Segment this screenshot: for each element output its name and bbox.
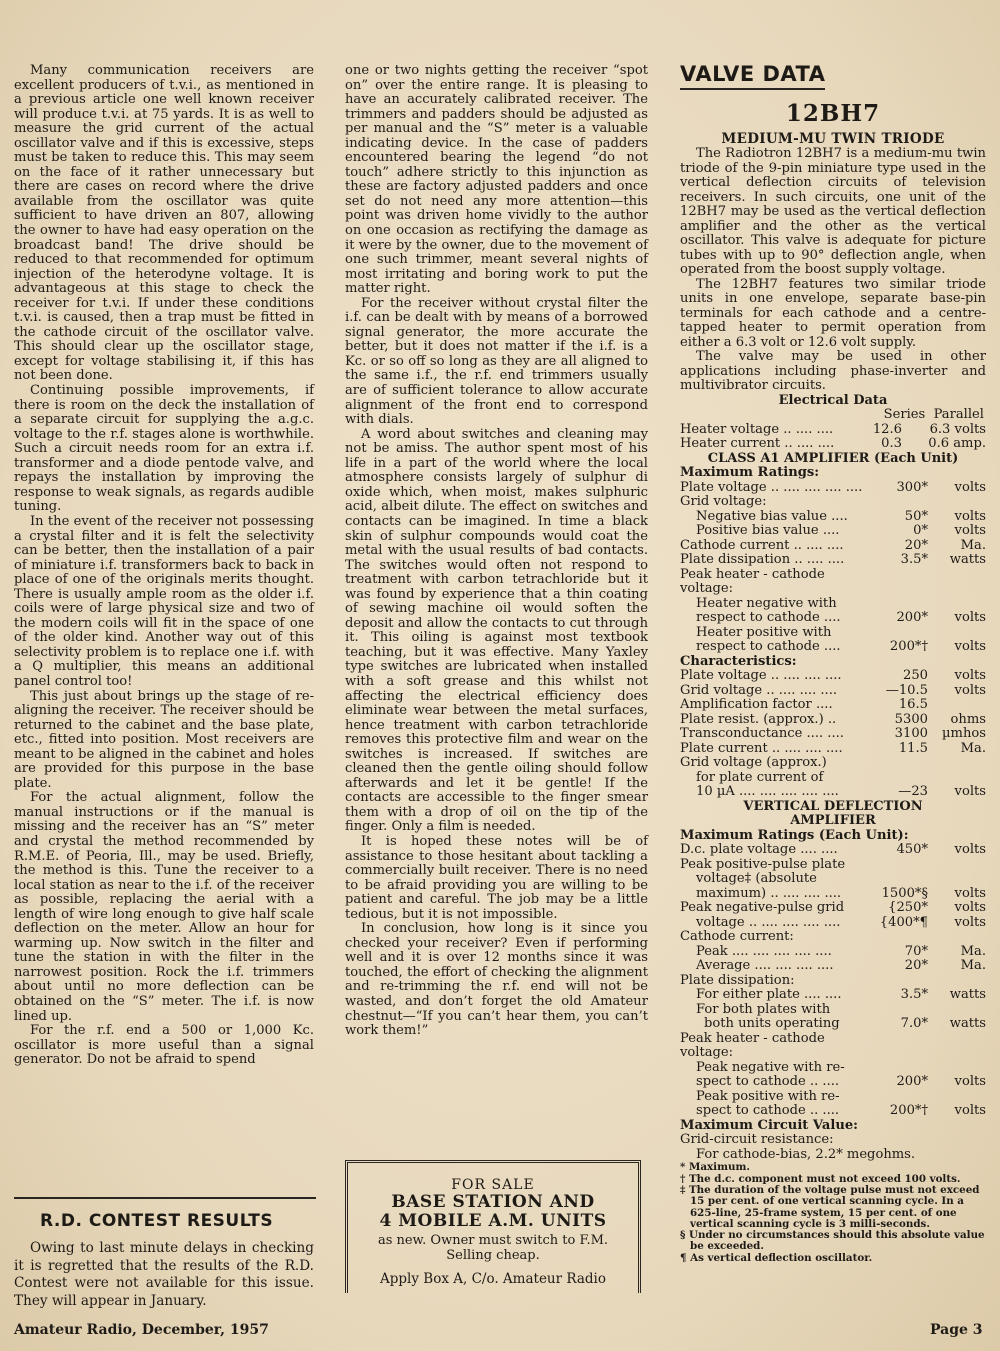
a1-max-ratings-table [680,481,986,655]
spec-value: 300* [896,479,928,495]
spec-label: 10 µA .... .... .... .... .... [696,784,839,800]
section-divider [14,1197,316,1199]
spec-unit [928,568,986,583]
column-2 [345,64,648,1039]
amplifier-heading: AMPLIFIER [790,813,876,829]
spec-row [680,1017,986,1032]
spec-label: Plate dissipation: [680,972,795,988]
spec-row [680,727,986,742]
spec-row [680,959,986,974]
spec-value: 3.5* [900,552,928,568]
spec-row [680,945,986,960]
spec-label: for plate current of [696,769,824,785]
spec-label: Peak negative-pulse grid [680,900,845,916]
spec-label: Peak .... .... .... .... .... [696,943,832,959]
footnote: * Maximum. [680,1161,750,1174]
spec-label: Transconductance .... .... [680,726,844,742]
spec-unit: Ma. [960,943,986,959]
spec-label: Negative bias value .... [696,508,848,524]
vertical-deflection-heading: VERTICAL DEFLECTION [743,798,923,814]
spec-row [680,669,986,684]
spec-unit [928,930,986,945]
spec-row [680,1148,986,1163]
spec-label: Plate current .. .... .... .... [680,740,843,756]
paragraph: This just about brings up the stage of re-aligning the receiver. The receiver should be returned to the cabinet and the base plate, etc., fitted into position. Most receivers are meant to be aligned in the cabinet and holes are provided for this purpose in the base plate. [14,688,314,791]
characteristics-table [680,669,986,800]
heater-series-value: 0.3 [881,436,902,452]
spec-value [876,1032,928,1047]
valve-data-heading: VALVE DATA [680,62,825,90]
spec-label: Heater positive with [696,624,832,640]
heater-parallel-value: 6.3 volts [929,421,986,437]
footnote: ‡ The duration of the voltage pulse must not exceed 15 per cent. of one vertical scanning cycle. In a 625-line, 25-frame system, 15 per cent. of one vertical scanning cycle is 3 milli-seconds. [680,1183,980,1230]
spec-unit: volts [954,479,986,495]
spec-unit: volts [954,1103,986,1119]
heater-parallel-value: 0.6 amp. [928,436,986,452]
spec-value: 16.5 [898,697,928,713]
spec-row [680,524,986,539]
for-sale-detail: Selling cheap. [446,1248,540,1263]
spec-row [680,568,986,583]
spec-value [876,626,928,641]
electrical-data-heading: Electrical Data [778,392,888,408]
spec-value: 5300 [894,711,928,727]
spec-unit [928,1090,986,1105]
spec-value: —23 [898,784,928,800]
rd-contest-heading: R.D. CONTEST RESULTS [40,1211,274,1231]
paragraph: In conclusion, how long is it since you checked your receiver? Even if performing well and it is over 12 months since it was touched, the effort of checking the alignment and re-trimming the r.f. end will not be wasted, and don’t forget the old Amateur chestnut—“If you can’t hear them, you can’t work them!” [345,921,648,1039]
spec-label: Amplification factor .... [680,697,833,713]
rd-contest-body [14,1240,314,1310]
spec-unit: volts [954,885,986,901]
valve-number: 12BH7 [785,100,881,127]
heater-label: Heater current .. .... .... [680,436,835,452]
spec-row [680,930,986,945]
valve-subtitle: MEDIUM-MU TWIN TRIODE [721,131,945,147]
spec-row [680,771,986,786]
spec-value: 3100 [894,726,928,742]
heater-row [680,423,986,438]
spec-row [680,698,986,713]
heater-table [680,423,986,452]
spec-unit [928,974,986,989]
spec-unit: volts [954,508,986,524]
spec-label: For either plate .... .... [696,987,842,1003]
spec-label: For cathode-bias, 2.2* megohms. [696,1146,916,1162]
paragraph: Many communication receivers are excellent producers of t.v.i., as mentioned in a previous article one well known receiver will produce t.v.i. at 75 yards. It is as well to measure the grid current of the actual oscillator valve and if this is excessive, steps must be taken to reduce this. This may seem on the face of it rather unnecessary but there are cases on record where the drive available from the oscillator was quite sufficient to have driven an 807, allowing the owner to have had easy operation on the broadcast band! The drive should be reduced to that recommended for optimum injection of the heterodyne voltage. It is advantageous at this stage to check the receiver for t.v.i. If under these conditions t.v.i. is caused, then a trap must be fitted in the cathode circuit of the oscillator valve. This should clear up the oscillator stage, except for voltage stabilising it, if this has not been done. [14,63,314,384]
paragraph: For the actual alignment, follow the manual instructions or if the manual is missing and the receiver has an “S” meter and crystal the method recommended by R.M.E. of Peoria, Ill., may be used. Briefly, the method is this. Tune the receiver to a local station as near to the i.f. of the receiver as possible, replacing the aerial with a length of wire long enough to give half scale deflection on the meter. Allow an hour for warming up. Now switch in the filter and tune the station in with the filter in the narrowest position. Rock the i.f. trimmers about until no more deflection can be obtained on the “S” meter. The i.f. is now lined up. [14,790,314,1024]
footer-publication: Amateur Radio, December, 1957 [14,1322,269,1338]
spec-value: 200* [896,610,928,626]
spec-value: 200*† [889,1103,928,1119]
for-sale-apply: Apply Box A, C/o. Amateur Radio [380,1271,606,1287]
spec-value: 20* [904,537,928,553]
spec-value [876,1061,928,1076]
spec-unit: volts [954,1074,986,1090]
paragraph: one or two nights getting the receiver “spot on” over the entire range. It is pleasing to have an accurately calibrated receiver. The trimmers and padders should be adjusted as per manual and the “S” meter is a valuable indicating device. In the case of padders encountered bearing the legend “do not touch” adhere strictly to this injunction as these are factory adjusted padders and once set do not need any more attention—this point was driven home vividly to the author on one occasion as rectifying the damage as it were by the owner, due to the movement of one such trimmer, meant several nights of most irritating and boring work to put the matter right. [345,63,648,297]
spec-label: D.c. plate voltage .... .... [680,842,838,858]
spec-row [680,901,986,916]
spec-row [680,684,986,699]
spec-value: {250* [888,900,928,916]
spec-value: 3.5* [900,987,928,1003]
spec-label: Peak positive with re- [696,1088,840,1104]
spec-unit [928,597,986,612]
spec-unit: volts [954,842,986,858]
vd-max-ratings-heading: Maximum Ratings (Each Unit): [680,827,909,843]
spec-unit: volts [954,682,986,698]
for-sale-detail: as new. Owner must switch to F.M. [377,1233,609,1248]
spec-row [680,539,986,554]
spec-unit: volts [954,668,986,684]
spec-unit [928,771,986,786]
heater-row [680,437,986,452]
spec-label: voltage‡ (absolute [696,871,817,887]
spec-unit: volts [954,523,986,539]
paragraph: Continuing possible improvements, if there is room on the deck the installation of a separate circuit for supplying the a.g.c. voltage to the r.f. stages alone is worthwhile. Such a circuit needs room for an extra i.f. transformer and a diode pentode valve, and repays the installation by improving the response to weak signals, as regards audible tuning. [14,383,314,515]
spec-row [680,756,986,771]
spec-unit: ohms [950,711,986,727]
spec-value: 70* [904,943,928,959]
spec-label: Peak negative with re- [696,1059,845,1075]
spec-value: 200* [896,1074,928,1090]
spec-label: Grid-circuit resistance: [680,1132,834,1148]
spec-unit: volts [954,900,986,916]
spec-row [680,597,986,612]
spec-row [680,974,986,989]
spec-unit [928,858,986,873]
spec-value [876,756,928,771]
spec-row [680,1075,986,1090]
spec-label: Plate voltage .. .... .... .... [680,668,842,684]
heater-label: Heater voltage .. .... .... [680,421,834,437]
spec-unit [928,626,986,641]
spec-value [876,597,928,612]
spec-value [876,930,928,945]
spec-unit: Ma. [960,740,986,756]
spec-unit: µmhos [942,726,986,742]
spec-label: Grid voltage .. .... .... .... [680,682,838,698]
spec-value [876,974,928,989]
spec-label: Cathode current: [680,929,794,945]
spec-row [680,858,986,873]
spec-value: 7.0* [900,1016,928,1032]
spec-value: 200*† [889,639,928,655]
spec-unit: watts [949,987,986,1003]
spec-value: 50* [904,508,928,524]
spec-row [680,582,986,597]
spec-value: 450* [896,842,928,858]
paragraph: For the r.f. end a 500 or 1,000 Kc. oscillator is more useful than a signal generator. Do not be afraid to spend [14,1023,314,1068]
spec-row [680,495,986,510]
footnote: § Under no circumstances should this absolute value be exceeded. [680,1229,985,1253]
spec-row [680,481,986,496]
spec-value [876,858,928,873]
spec-row [680,713,986,728]
series-parallel-header: Series Parallel [883,407,984,423]
spec-row [680,1046,986,1061]
spec-label: Plate voltage .. .... .... .... .... [680,479,863,495]
for-sale-heading: FOR SALE [451,1177,535,1193]
spec-row [680,1032,986,1047]
heater-series-value: 12.6 [872,421,902,437]
spec-row [680,785,986,800]
spec-unit [928,1061,986,1076]
spec-value: 0* [913,523,928,539]
paragraph: The valve may be used in other applications including phase-inverter and multivibrator circuits. [680,349,986,393]
spec-value [876,872,928,887]
spec-value [876,1003,928,1018]
spec-unit: watts [949,552,986,568]
class-a1-heading: CLASS A1 AMPLIFIER (Each Unit) [707,450,959,466]
spec-unit [928,495,986,510]
spec-value [876,1090,928,1105]
spec-unit: watts [949,1016,986,1032]
spec-label: respect to cathode .... [696,639,841,655]
spec-label: Peak heater - cathode [680,566,825,582]
vd-max-ratings-table [680,843,986,1119]
spec-label: Grid voltage: [680,494,767,510]
paragraph: For the receiver without crystal filter the i.f. can be dealt with by means of a borrowed signal generator, the more accurate the better, but it does not matter if the i.f. is a Kc. or so off so long as they are all aligned to the same i.f., the r.f. end trimmers usually are of sufficient tolerance to allow accurate alignment of the front end to correspond with dials. [345,295,648,428]
paragraph: The Radiotron 12BH7 is a medium-mu twin triode of the 9-pin miniature type used in the vertical deflection circuits of television receivers. In such circuits, one unit of the 12BH7 may be used as the vertical deflection amplifier and the other as the vertical oscillator. This valve is adequate for picture tubes with up to 90° deflection angle, when operated from the boost supply voltage. [680,146,986,277]
spec-row [680,742,986,757]
spec-label: voltage .. .... .... .... .... [696,914,841,930]
spec-label: voltage: [680,581,734,597]
spec-unit [928,698,986,713]
spec-value: —10.5 [885,682,928,698]
spec-row [680,611,986,626]
spec-value: {400*¶ [879,914,928,930]
spec-value [876,568,928,583]
circuit-value-table [680,1133,986,1162]
spec-row [680,843,986,858]
spec-unit [928,1133,986,1148]
spec-value [915,1148,949,1163]
spec-label: Grid voltage (approx.) [680,755,827,771]
spec-row [680,1133,986,1148]
spec-unit: volts [954,784,986,800]
spec-label: For both plates with [696,1001,831,1017]
spec-row [680,1061,986,1076]
column-1 [14,64,314,1068]
spec-row [680,553,986,568]
paragraph: In the event of the receiver not possessing a crystal filter and it is felt the selectivity can be better, then the installation of a pair of miniature i.f. transformers back to back in place of one of the originals merits thought. There is usually ample room as the older i.f. coils were of large physical size and two of the modern coils will fit in the space of one of the older kind. Another way out of this selectivity problem is to replace one i.f. with a Q multiplier, this means an additional panel control too! [14,513,314,689]
spec-label: Heater negative with [696,595,837,611]
spec-value: 250 [903,668,928,684]
spec-value: 20* [904,958,928,974]
spec-label: Plate dissipation .. .... .... [680,552,845,568]
spec-label: Positive bias value .... [696,523,840,539]
max-ratings-heading: Maximum Ratings: [680,465,820,481]
spec-row [680,626,986,641]
spec-label: Cathode current .. .... .... [680,537,844,553]
paragraph: The 12BH7 features two similar triode units in one envelope, separate base-pin terminals for each cathode and a centre-tapped heater to permit operation from either a 6.3 volt or 12.6 volt supply. [680,276,986,350]
spec-unit [928,872,986,887]
spec-unit [949,1148,986,1163]
spec-unit: volts [954,914,986,930]
spec-unit [928,756,986,771]
spec-label: voltage: [680,1045,734,1061]
spec-row [680,1003,986,1018]
for-sale-advert [345,1160,641,1293]
footer-page-number: Page 3 [930,1322,983,1338]
spec-unit [928,1003,986,1018]
paragraph: It is hoped these notes will be of assistance to those hesitant about tackling a commercially built receiver. There is no need to be afraid providing you are willing to be patient and careful. The job may be a little tedious, but it is not impossible. [345,833,648,922]
spec-row [680,1090,986,1105]
footnote: ¶ As vertical deflection oscillator. [680,1251,873,1264]
paragraph: A word about switches and cleaning may not be amiss. The author spent most of his life in a part of the world where the local atmosphere consists largely of sulphur di oxide which, when moist, makes sulphuric acid, albeit dilute. The effect on switches and contacts can be imagined. In time a black skin of sulphur compounds would coat the metal with the usual results of bad contacts. The switches would often not respond to treatment with carbon tetrachloride but it was found by experience that a thin coating of sewing machine oil would soften the deposit and allow the contacts to cut through it. This oiling is against most textbook teaching, but it was effective. Many Yaxley type switches are lubricated when installed with a soft grease and this whilst not affecting the electrical efficiency does eliminate wear between the metal surfaces, hence treatment with carbon tetrachloride removes this protective film and wear on the switches is increased. If switches are cleaned then the gentle oiling should follow afterwards and let it be gentle! If the contacts are accessible to the finger smear them with a drop of oil on the tip of the finger. Only a film is needed. [345,426,648,835]
spec-unit: volts [954,610,986,626]
spec-label: respect to cathode .... [696,610,841,626]
characteristics-heading: Characteristics: [680,653,797,669]
spec-label: spect to cathode .. .... [696,1103,840,1119]
spec-unit [928,1046,986,1061]
circuit-value-heading: Maximum Circuit Value: [680,1117,859,1133]
spec-row [680,988,986,1003]
spec-label: spect to cathode .. .... [696,1074,840,1090]
footnote: † The d.c. component must not exceed 100 volts. [680,1172,961,1185]
spec-label: Plate resist. (approx.) .. [680,711,837,727]
spec-value [876,1046,928,1061]
spec-row [680,887,986,902]
spec-label: Peak positive-pulse plate [680,856,846,872]
spec-label: maximum) .. .... .... .... [696,885,842,901]
spec-label: Peak heater - cathode [680,1030,825,1046]
spec-unit: Ma. [960,537,986,553]
for-sale-line: BASE STATION AND [391,1192,595,1212]
paragraph: Owing to last minute delays in checking it is regretted that the results of the R.D. Contest were not available for this issue. They will appear in January. [14,1240,314,1309]
spec-label: Average .... .... .... .... [696,958,834,974]
spec-row [680,916,986,931]
footnotes [680,1162,986,1264]
valve-data-column [680,62,986,1264]
spec-value: 1500*§ [881,885,928,901]
spec-label: both units operating [704,1016,840,1032]
spec-row [680,872,986,887]
spec-unit [928,1032,986,1047]
for-sale-line: 4 MOBILE A.M. UNITS [379,1211,607,1231]
spec-unit: Ma. [960,958,986,974]
spec-value [876,582,928,597]
spec-unit: volts [954,639,986,655]
spec-value: 11.5 [898,740,928,756]
spec-unit [928,582,986,597]
spec-row [680,510,986,525]
spec-value [876,495,928,510]
spec-row [680,640,986,655]
spec-value [876,771,928,786]
spec-row [680,1104,986,1119]
spec-value [876,1133,928,1148]
